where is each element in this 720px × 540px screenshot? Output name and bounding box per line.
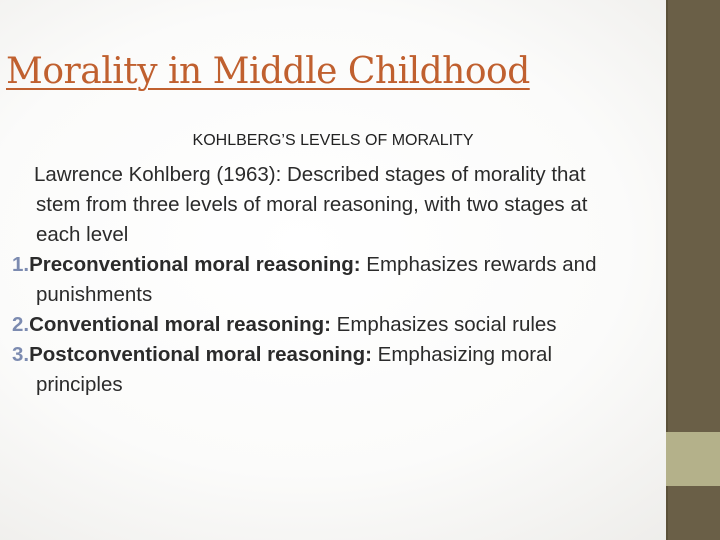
level-number: 1.	[12, 253, 30, 276]
level-item-conventional	[12, 310, 612, 340]
intro-paragraph: Lawrence Kohlberg (1963): Described stages of morality that stem from three levels of moral reasoning, with two stages at each level	[34, 163, 588, 246]
level-description: Emphasizing moral principles	[36, 343, 552, 396]
slide-title: Morality in Middle Childhood	[6, 51, 530, 92]
level-item-postconventional	[12, 340, 612, 400]
level-number: 2.	[12, 313, 30, 336]
slide-subtitle: KOHLBERG’S LEVELS OF MORALITY	[192, 132, 474, 149]
level-term: Postconventional moral reasoning:	[29, 343, 372, 366]
content-list	[12, 160, 612, 400]
side-accent-block	[666, 432, 720, 486]
level-item-preconventional	[12, 250, 612, 310]
level-number: 3.	[12, 343, 30, 366]
level-description: Emphasizes rewards and punishments	[36, 253, 597, 306]
level-term: Preconventional moral reasoning:	[29, 253, 361, 276]
level-description: Emphasizes social rules	[330, 313, 557, 336]
level-term: Conventional moral reasoning:	[29, 313, 331, 336]
